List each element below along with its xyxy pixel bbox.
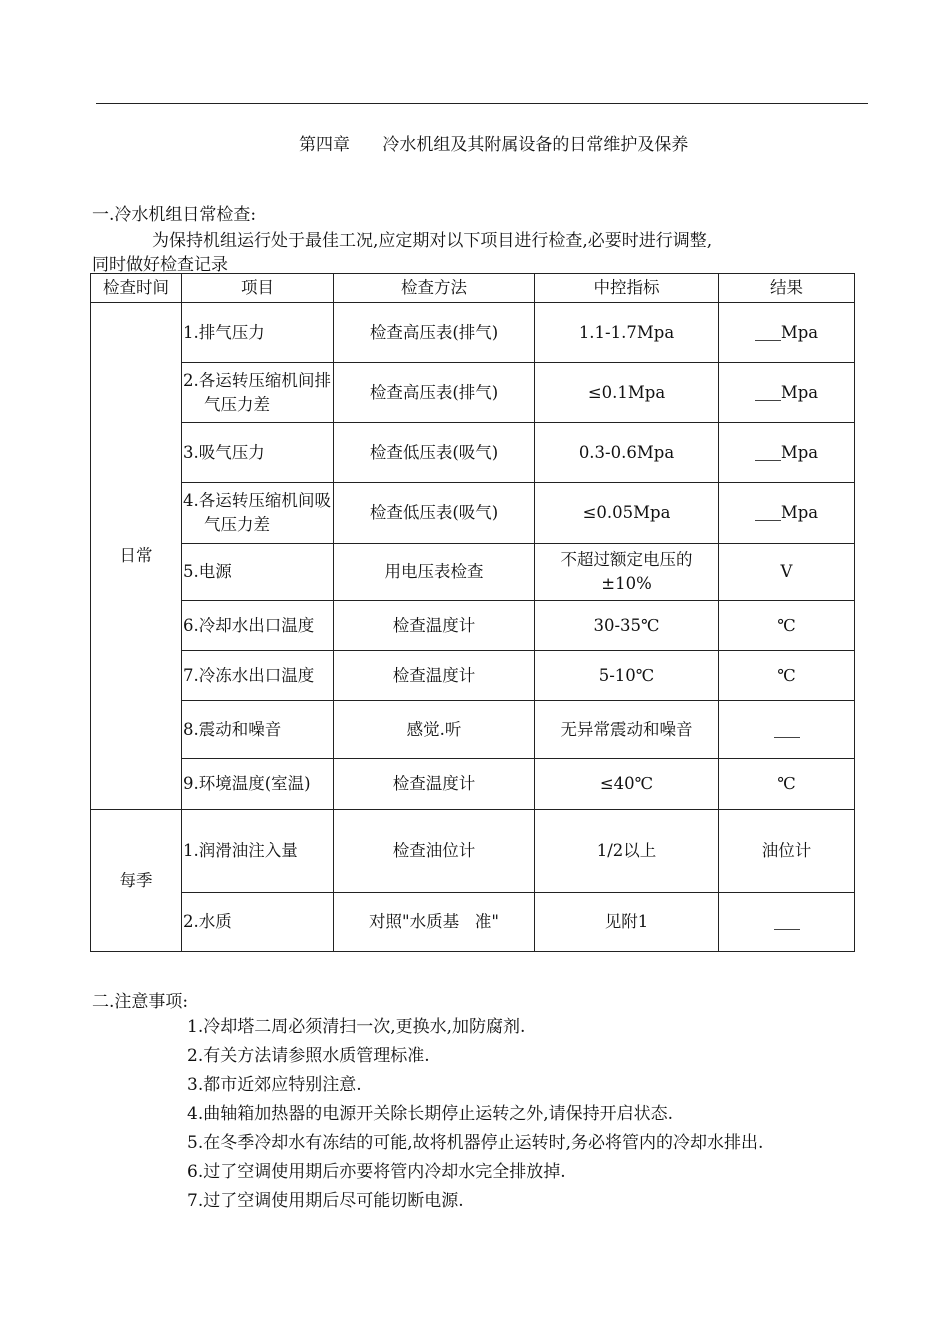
result-unit: Mpa [780, 322, 819, 342]
list-item: 2.有关方法请参照水质管理标准. [187, 1046, 430, 1066]
header-cell: 检查时间 [91, 274, 182, 303]
method-cell: 对照"水质基 准" [334, 893, 535, 952]
list-item: 1.冷却塔二周必须清扫一次,更换水,加防腐剂. [187, 1017, 526, 1037]
item-cell [182, 651, 334, 701]
table-row [91, 303, 855, 363]
fill-blank [774, 914, 800, 930]
result-cell [719, 423, 855, 483]
list-item: 6.过了空调使用期后亦要将管内冷却水完全排放掉. [187, 1162, 566, 1182]
fill-blank [755, 385, 781, 401]
table-row [91, 759, 855, 810]
item-cell: 1.润滑油注入量 [182, 810, 334, 893]
daily-period-label: 日常 [91, 303, 182, 810]
list-item: 7.过了空调使用期后尽可能切断电源. [187, 1191, 464, 1211]
table-row [91, 483, 855, 544]
method-cell: 检查低压表(吸气) [334, 483, 535, 544]
result-cell [719, 303, 855, 363]
item-text: 4.各运转压缩机间吸气压力差 [183, 491, 331, 534]
fill-blank [774, 722, 800, 738]
method-cell: 检查温度计 [334, 601, 535, 651]
result-cell [719, 483, 855, 544]
result-cell: ℃ [719, 601, 855, 651]
method-cell: 检查温度计 [334, 651, 535, 701]
intro-line-2: 同时做好检查记录 [92, 255, 228, 275]
target-cell: 无异常震动和噪音 [535, 701, 719, 759]
table-row [91, 810, 855, 893]
table-row [91, 363, 855, 423]
table-row [91, 423, 855, 483]
fill-blank [755, 445, 781, 461]
fill-blank [755, 325, 781, 341]
target-cell: 5-10℃ [535, 651, 719, 701]
header-cell: 结果 [719, 274, 855, 303]
header-cell: 检查方法 [334, 274, 535, 303]
item-cell: 1.排气压力 [182, 303, 334, 363]
target-cell: ≤0.05Mpa [535, 483, 719, 544]
table-row [91, 701, 855, 759]
method-cell: 检查温度计 [334, 759, 535, 810]
target-cell: 见附1 [535, 893, 719, 952]
table-header-row [91, 274, 855, 303]
method-cell: 检查低压表(吸气) [334, 423, 535, 483]
item-cell [182, 483, 334, 544]
method-cell: 感觉.听 [334, 701, 535, 759]
target-cell: ≤40℃ [535, 759, 719, 810]
item-cell: 5.电源 [182, 544, 334, 601]
table-row [91, 893, 855, 952]
header-cell: 中控指标 [535, 274, 719, 303]
result-unit: Mpa [780, 503, 819, 522]
result-unit: Mpa [780, 382, 819, 402]
method-cell: 检查油位计 [334, 810, 535, 893]
result-cell [719, 701, 855, 759]
table-row [91, 651, 855, 701]
item-text: 2.各运转压缩机间排气压力差 [183, 370, 331, 414]
item-cell: 3.吸气压力 [182, 423, 334, 483]
chapter-title: 第四章 冷水机组及其附属设备的日常维护及保养 [299, 135, 689, 155]
table-row [91, 544, 855, 601]
item-cell [182, 363, 334, 423]
target-cell: ≤0.1Mpa [535, 363, 719, 423]
result-unit: Mpa [780, 442, 819, 462]
item-cell: 2.水质 [182, 893, 334, 952]
result-cell: 油位计 [719, 810, 855, 893]
list-item: 5.在冬季冷却水有冻结的可能,故将机器停止运转时,务必将管内的冷却水排出. [187, 1133, 764, 1153]
table-row [91, 601, 855, 651]
section2-heading: 二.注意事项: [92, 992, 189, 1012]
list-item: 4.曲轴箱加热器的电源开关除长期停止运转之外,请保持开启状态. [187, 1104, 674, 1124]
result-cell: ℃ [719, 651, 855, 701]
seasonal-period-label: 每季 [91, 810, 182, 952]
result-cell: V [719, 544, 855, 601]
item-text: 9.环境温度(室温) [183, 774, 311, 793]
method-cell: 检查高压表(排气) [334, 363, 535, 423]
header-cell: 项目 [182, 274, 334, 303]
intro-line-1: 为保持机组运行处于最佳工况,应定期对以下项目进行检查,必要时进行调整, [152, 231, 713, 251]
fill-blank [755, 505, 781, 521]
result-cell: ℃ [719, 759, 855, 810]
item-cell [182, 601, 334, 651]
inspection-table [90, 273, 855, 952]
item-cell: 8.震动和噪音 [182, 701, 334, 759]
target-cell: 0.3-0.6Mpa [535, 423, 719, 483]
target-cell: 1/2以上 [535, 810, 719, 893]
list-item: 3.都市近郊应特别注意. [187, 1075, 362, 1095]
section1-heading: 一.冷水机组日常检查: [92, 205, 257, 225]
item-cell [182, 759, 334, 810]
result-cell [719, 893, 855, 952]
header-rule [96, 103, 868, 104]
target-cell: 1.1-1.7Mpa [535, 303, 719, 363]
method-cell: 检查高压表(排气) [334, 303, 535, 363]
item-text: 6.冷却水出口温度 [183, 615, 315, 635]
target-cell: 30-35℃ [535, 601, 719, 651]
result-cell [719, 363, 855, 423]
item-text: 7.冷冻水出口温度 [183, 665, 315, 685]
target-cell: 不超过额定电压的±10% [535, 544, 719, 601]
notes-list [187, 1013, 763, 1216]
method-cell: 用电压表检查 [334, 544, 535, 601]
